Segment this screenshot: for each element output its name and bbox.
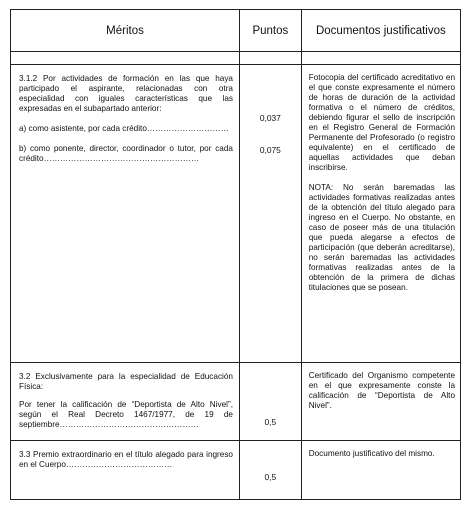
header-meritos: Méritos bbox=[106, 24, 144, 37]
documento-3-2: Certificado del Organismo competente en el que expresamente conste la calificación de “Deportista de Alto Nivel”. bbox=[308, 371, 456, 410]
merito-3-2-item: Por tener la calificación de “Deportista de Alto Nivel”, según el Real Decreto 1467/1977, de 19 de septiembre…………………………………………… bbox=[19, 400, 233, 429]
table-header-row bbox=[11, 10, 460, 52]
merito-3-1-2-intro: 3.1.2 Por actividades de formación en las que haya participado el aspirante, relacionadas con otra especialidad con iguales características que las expresadas en el subapartado anterior: bbox=[19, 74, 233, 113]
puntos-3-2: 0,5 bbox=[264, 417, 277, 427]
puntos-3-3: 0,5 bbox=[264, 472, 277, 482]
table-row-3-2 bbox=[11, 363, 460, 441]
documento-cell-3-3 bbox=[302, 441, 460, 499]
merito-3-2-intro: 3.2 Exclusivamente para la especialidad de Educación Física: bbox=[19, 372, 233, 391]
documento-3-1-2-nota: NOTA: No serán baremadas las actividades formativas realizadas antes de la obtención del título alegado para ingreso en el Cuerpo. No obstante, en caso de poseer más de una titulación que pueda alegarse a efectos de participación (que deberán acreditarse), no serán baremadas las actividades formativas realizadas antes de la obtención de la primera de dichas titulaciones que se posean. bbox=[308, 183, 456, 292]
documento-3-3: Documento justificativo del mismo. bbox=[308, 449, 435, 458]
merito-3-1-2-item-a: a) como asistente, por cada crédito………………………… bbox=[19, 124, 229, 133]
header-cell-puntos bbox=[240, 10, 302, 51]
header-cell-documentos bbox=[302, 10, 460, 51]
meritos-table bbox=[10, 9, 461, 500]
documento-cell-3-2 bbox=[302, 363, 460, 440]
merito-cell-3-1-2 bbox=[11, 65, 240, 362]
merito-cell-3-2 bbox=[11, 363, 240, 440]
puntos-cell-3-1-2 bbox=[240, 65, 302, 362]
documento-3-1-2: Fotocopia del certificado acreditativo en el que conste expresamente el número de horas de duración de la actividad formativa o el número de créditos, debiendo figurar el sello de inscripción en el Registro General de Formación Permanente del Profesorado (o registro equivalente) en el certificado de aquellas actividades que deban inscribirse. bbox=[308, 73, 456, 172]
puntos-cell-3-2 bbox=[240, 363, 302, 440]
merito-3-1-2-item-b: b) como ponente, director, coordinador o tutor, por cada crédito………………………………………………… bbox=[19, 144, 233, 163]
table-row-3-1-2 bbox=[11, 65, 460, 363]
header-cell-meritos bbox=[11, 10, 240, 51]
header-documentos: Documentos justificativos bbox=[315, 24, 446, 37]
puntos-cell-3-3 bbox=[240, 441, 302, 499]
header-puntos: Puntos bbox=[252, 24, 289, 37]
merito-3-3-intro: 3.3 Premio extraordinario en el título alegado para ingreso en el Cuerpo………………………………… bbox=[19, 450, 233, 469]
spacer-row bbox=[11, 52, 460, 65]
puntos-3-1-2-b: 0,075 bbox=[259, 145, 281, 155]
merito-cell-3-3 bbox=[11, 441, 240, 499]
puntos-3-1-2-a: 0,037 bbox=[259, 113, 281, 123]
documento-cell-3-1-2 bbox=[302, 65, 460, 362]
table-row-3-3 bbox=[11, 441, 460, 499]
